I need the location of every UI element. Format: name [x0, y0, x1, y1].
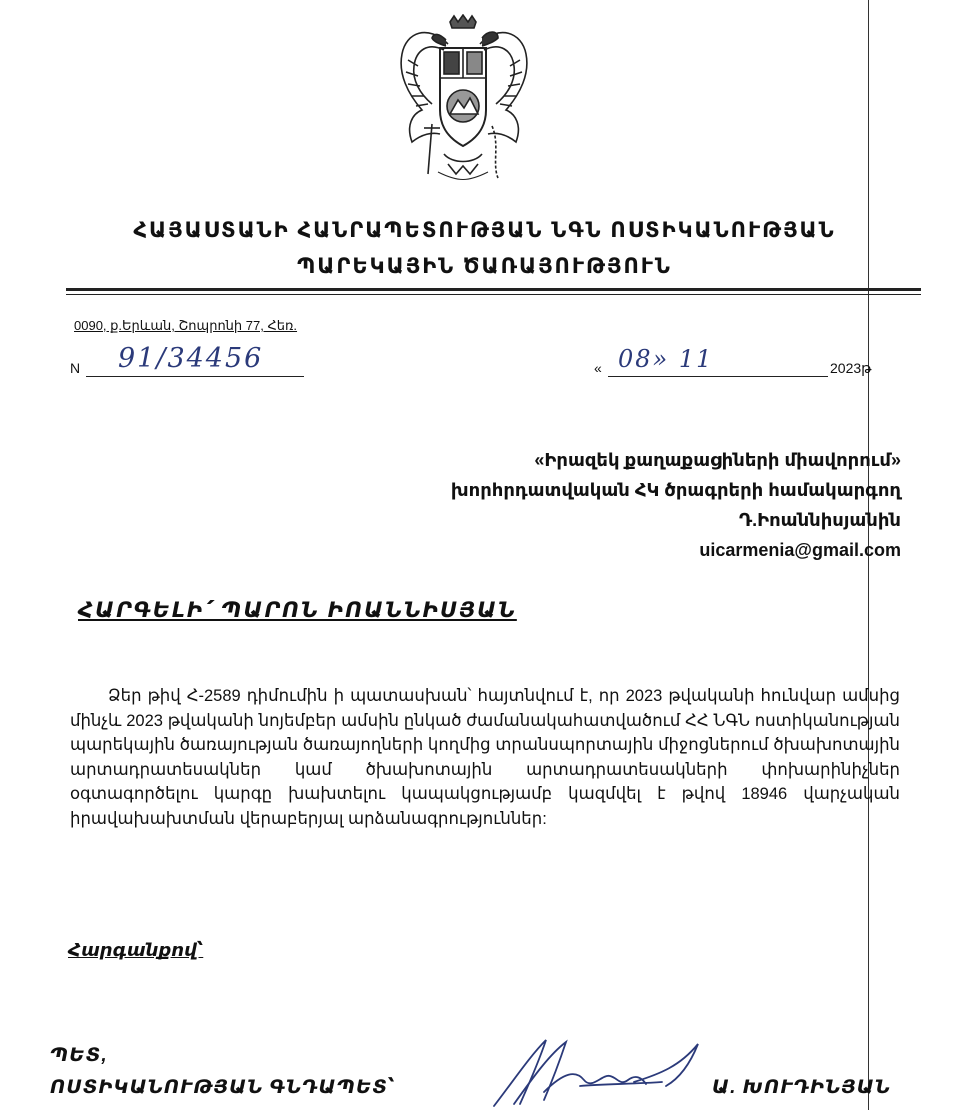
- reg-number-value: 91/34456: [118, 343, 264, 374]
- date-year: 2023թ: [830, 360, 872, 376]
- header-rule-thick: [66, 288, 921, 291]
- handwritten-signature-icon: [484, 1030, 724, 1110]
- date-line: [608, 376, 828, 377]
- date-value: 08» 11: [618, 345, 714, 373]
- recipient-line2: խորհրդատվական ՀԿ ծրագրերի համակարգող: [450, 480, 901, 500]
- body-paragraph: Ձեր թիվ Հ-2589 դիմումին ի պատասխան՝ հայտնվում է, որ 2023 թվականի հունվար ամսից մինչև 2023 թվականի նոյեմբեր ամսին ընկած ժամանակահատվածում ՀՀ ՆԳՆ ոստիկանության պարեկային ծառայության ծառայողների կողմից տրանսպորտային միջոցներում ծխախոտային արտադրատեսակներ կամ ծխախոտային արտադրատեսակների փոխարինիչներ օգտագործելու կարգը խախտելու կապակցությամբ կազմվել է թվով 18946 վարչական իրավախախտման վերաբերյալ արձանագրություններ:: [70, 687, 900, 828]
- signer-title-line1: ՊԵՏ,: [50, 1045, 108, 1066]
- signer-name: Ա. ԽՈՒԴԻՆՅԱՆ: [712, 1077, 892, 1098]
- armenia-coat-of-arms-icon: [388, 14, 538, 184]
- signer-title-line2: ՈՍՏԻԿԱՆՈՒԹՅԱՆ ԳՆԴԱՊԵՏ՝: [50, 1077, 396, 1098]
- reg-number-line: [86, 376, 304, 377]
- recipient-email: uicarmenia@gmail.com: [699, 540, 901, 560]
- reg-number-label: N: [70, 360, 81, 376]
- salutation: ՀԱՐԳԵԼԻ՛ ՊԱՐՈՆ ԻՈԱՆՆԻՍՅԱՆ: [78, 599, 517, 622]
- organization-address: 0090, ք.Երևան, Շոպրոնի 77, Հեռ.: [74, 318, 298, 333]
- header-rule-thin: [66, 294, 921, 295]
- organization-name-line1: ՀԱՅԱՍՏԱՆԻ ՀԱՆՐԱՊԵՏՈՒԹՅԱՆ ՆԳՆ ՈՍՏԻԿԱՆՈՒԹՅԱՆ: [133, 219, 836, 242]
- recipient-line1: «Իրազեկ քաղաքացիների միավորում»: [534, 450, 901, 470]
- date-open-quote: «: [594, 360, 602, 376]
- recipient-line3: Դ.Իոաննիսյանին: [738, 510, 901, 530]
- organization-name-line2: ՊԱՐԵԿԱՅԻՆ ԾԱՌԱՅՈՒԹՅՈՒՆ: [297, 255, 672, 278]
- closing-phrase: Հարգանքով՝: [68, 940, 204, 960]
